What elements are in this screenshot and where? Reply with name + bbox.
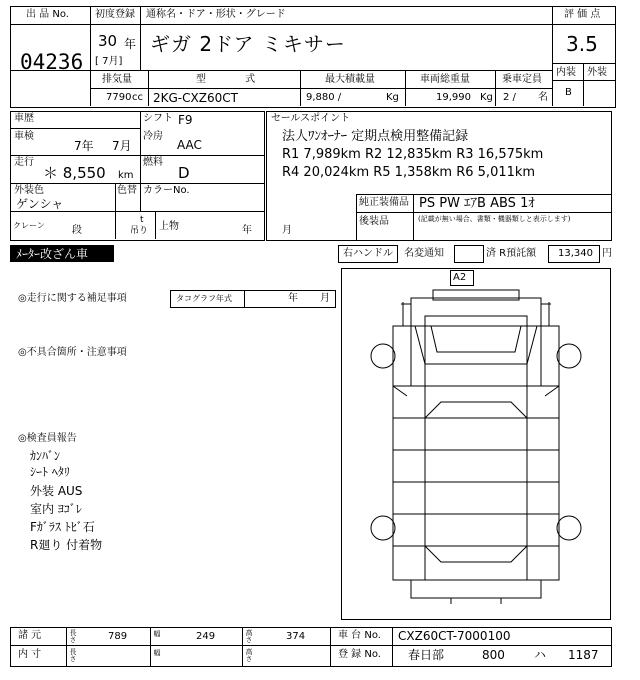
sales-line-1: 法人ﾜﾝｵｰﾅｰ 定期点検用整備記録 [282, 129, 469, 144]
first-reg-label: 初度登録 [95, 9, 135, 20]
eval-label: 評 価 点 [564, 9, 601, 20]
truck-diagram [341, 268, 611, 620]
chassis-value: CXZ60CT-7000100 [398, 629, 511, 643]
meter-tamper-text: ﾒｰﾀｰ改ざん車 [16, 247, 89, 261]
defects-label: ◎不具合箇所・注意事項 [18, 347, 127, 358]
shift-value: F9 [178, 113, 193, 127]
mileage-unit: km [118, 170, 134, 181]
tacho-month-unit: 月 [320, 293, 330, 304]
inspector-line-1: ｶﾝﾊﾞﾝ [30, 449, 61, 463]
interior-grade: B [565, 87, 572, 98]
ac-value: AAC [177, 138, 202, 152]
sales-line-2: R1 7,989km R2 12,835km R3 16,575km [282, 147, 544, 162]
rhd-label: 右ハンドル [343, 248, 393, 259]
exterior-label: 外装 [587, 67, 607, 78]
color-code-label: カラーNo. [143, 185, 190, 196]
recycle-label: 済 R預託額 [486, 248, 537, 259]
running-notes-label: ◎走行に関する補足事項 [18, 293, 127, 304]
gross-weight-value: 19,990 [436, 92, 471, 103]
inspection-month: 7月 [112, 139, 132, 153]
inspector-line-5: Fｶﾞﾗｽ ﾄﾋﾞ石 [30, 520, 95, 534]
max-load-label: 最大積載量 [325, 74, 375, 85]
inner-height-label: 高さ [245, 648, 253, 662]
gross-weight-label: 車両総重量 [420, 74, 470, 85]
reg-area: 春日部 [408, 648, 445, 662]
reg-label: 登 録 No. [338, 649, 381, 660]
inspector-line-6: R廻り 付着物 [30, 538, 103, 552]
inner-label: 内 寸 [18, 649, 42, 660]
sales-line-3: R4 20,024km R5 1,358km R6 5,011km [282, 165, 536, 180]
fuel-label: 燃料 [143, 157, 163, 168]
first-reg-year-unit: 年 [124, 37, 137, 51]
color-no-label: 色替 [117, 185, 137, 196]
tacho-label: タコグラフ年式 [176, 294, 232, 303]
width-label: 幅 [153, 630, 161, 637]
inspection-year: 7年 [74, 139, 94, 153]
first-reg-year: 30 [98, 32, 118, 50]
mileage-label: 走行 [14, 157, 34, 168]
inspection-label: 車検 [14, 131, 34, 142]
vehicle-info-label: 通称名・ドア・形状・グレード [146, 9, 286, 20]
crane-label: クレーン [13, 221, 45, 230]
name-change-label: 名変通知 [404, 248, 444, 259]
displacement-unit: cc [132, 92, 143, 103]
ac-label: 冷房 [143, 131, 163, 142]
displacement-label: 排気量 [102, 74, 132, 85]
mileage-value: ＊ 8,550 [43, 164, 106, 182]
shift-label: シフト [143, 113, 173, 124]
reg-number: 1187 [568, 648, 599, 662]
lift-year-unit: 年 [242, 225, 252, 236]
ton-unit: t [140, 215, 144, 225]
height-label: 高さ [245, 629, 253, 643]
chassis-label: 車 台 No. [338, 630, 381, 641]
first-reg-month: [ 7月] [95, 56, 123, 67]
aftermarket-note: (記載が無い場合、書類・機器類しと表示します) [418, 215, 571, 223]
model-type-label: 型 式 [196, 74, 274, 85]
lot-no-label: 出 品 No. [26, 9, 69, 20]
displacement-value: 7790 [106, 92, 132, 103]
sales-title: セールスポイント [271, 113, 351, 124]
capacity-label: 乗車定員 [502, 74, 542, 85]
model-type-value: 2KG-CXZ60CT [153, 91, 238, 105]
stage-unit: 段 [72, 225, 82, 236]
interior-label: 内装 [556, 67, 576, 78]
inspector-line-3: 外装 AUS [30, 484, 83, 498]
capacity-unit: 名 [538, 92, 548, 103]
name-change-box [454, 245, 484, 263]
length-value: 789 [108, 631, 128, 642]
model-name: ギガ 2ドア ミキサー [150, 32, 346, 56]
capacity-value: 2 / [503, 92, 516, 103]
inspector-line-2: ｼｰﾄ ﾍﾀﾘ [30, 465, 70, 479]
equip-label: 純正装備品 [359, 197, 409, 208]
color-value: ゲンシャ [16, 197, 64, 211]
lot-no: 04236 [20, 50, 84, 74]
gross-weight-unit: Kg [480, 92, 493, 103]
recycle-value: 13,340 [558, 248, 593, 259]
inner-length-label: 長さ [69, 648, 77, 662]
inspector-line-4: 室内 ﾖｺﾞﾚ [30, 502, 82, 516]
max-load-unit: Kg [386, 92, 399, 103]
history-label: 車歴 [14, 113, 34, 124]
width-value: 249 [196, 631, 216, 642]
reg-kana: ハ [534, 648, 547, 662]
inspector-label: ◎検査員報告 [18, 433, 77, 444]
recycle-unit: 円 [602, 248, 612, 259]
max-load-value: 9,880 / [306, 92, 342, 103]
hoist-label: 吊り [130, 226, 149, 236]
equipment-value: PS PW ｴｱB ABS 1ｵ [419, 196, 535, 211]
fuel-value: D [178, 164, 190, 182]
height-value: 374 [286, 631, 306, 642]
length-label: 長さ [69, 629, 77, 643]
eval-score: 3.5 [566, 32, 598, 56]
color-label: 外装色 [14, 185, 44, 196]
lift-month-unit: 月 [282, 225, 292, 236]
inner-width-label: 幅 [153, 649, 161, 656]
aftermarket-label: 後装品 [359, 216, 389, 227]
damage-mark: A2 [453, 272, 467, 283]
tacho-year-unit: 年 [288, 293, 298, 304]
dims-label: 諸 元 [18, 630, 42, 641]
footer-box [10, 627, 612, 667]
lift-label: 上物 [159, 221, 179, 232]
reg-class: 800 [482, 648, 505, 662]
